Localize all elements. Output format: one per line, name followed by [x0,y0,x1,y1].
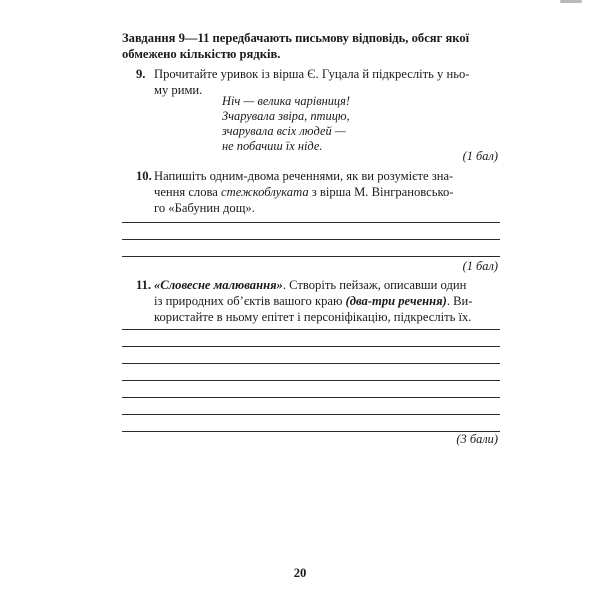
task-11-number: 11. [136,278,152,292]
task-10-points: (1 бал) [462,259,498,273]
task-11-line-2-end: . Ви- [446,294,473,308]
task-9-number: 9. [136,67,146,81]
poem-excerpt [222,94,442,154]
task-10-line-3: го «Бабунин дощ». [154,201,255,215]
task-10 [122,168,502,216]
task-10-line-2-start: чення слова [154,185,222,199]
task-10-line-2 [154,184,502,200]
task-11 [122,277,502,325]
instructions-line-2: обмежено кількістю рядків. [122,47,281,61]
task-11-title: «Словесне малювання» [154,278,283,292]
answer-line[interactable] [122,329,500,330]
answer-line[interactable] [122,380,500,381]
instructions-line-1: Завдання 9—11 передбачають письмову відповідь, обсяг якої [122,31,470,45]
task-9-line-2: му рими. [154,83,203,97]
task-11-line-3: користайте в ньому епітет і персоніфікацію, підкресліть їх. [154,310,472,324]
task-11-points: (3 бали) [456,432,498,446]
answer-line[interactable] [122,363,500,364]
answer-line[interactable] [122,256,500,257]
task-11-line-1 [154,277,502,293]
poem-line: Зчарувала звіра, птицю, [222,109,350,123]
section-instructions [122,30,502,62]
task-11-text [154,277,502,325]
corner-mark [560,0,582,3]
answer-line[interactable] [122,222,500,223]
task-10-number: 10. [136,169,152,183]
answer-line[interactable] [122,431,500,432]
task-10-text [154,168,502,216]
task-10-line-2-end: з вірша М. Вінграновсько- [308,185,454,199]
poem-line: Ніч — велика чарівниця! [222,94,351,108]
highlighted-word: стежкоблуката [221,185,309,199]
task-11-line-2-start: із природних об’єктів вашого краю [154,294,346,308]
task-11-emphasis: (два-три речення) [345,294,447,308]
task-11-line-2 [154,293,502,309]
answer-line[interactable] [122,397,500,398]
answer-line[interactable] [122,346,500,347]
task-9-points: (1 бал) [462,149,498,163]
poem-line: не побачиш їх ніде. [222,139,323,153]
answer-line[interactable] [122,239,500,240]
answer-line[interactable] [122,414,500,415]
page-number: 20 [293,566,307,580]
task-10-line-1: Напишіть одним-двома реченнями, як ви розумієте зна- [154,169,454,183]
task-11-line-1-rest: . Створіть пейзаж, описавши один [282,278,467,292]
task-9-line-1: Прочитайте уривок із вірша Є. Гуцала й підкресліть у ньо- [154,67,470,81]
poem-line: зчарувала всіх людей — [222,124,346,138]
